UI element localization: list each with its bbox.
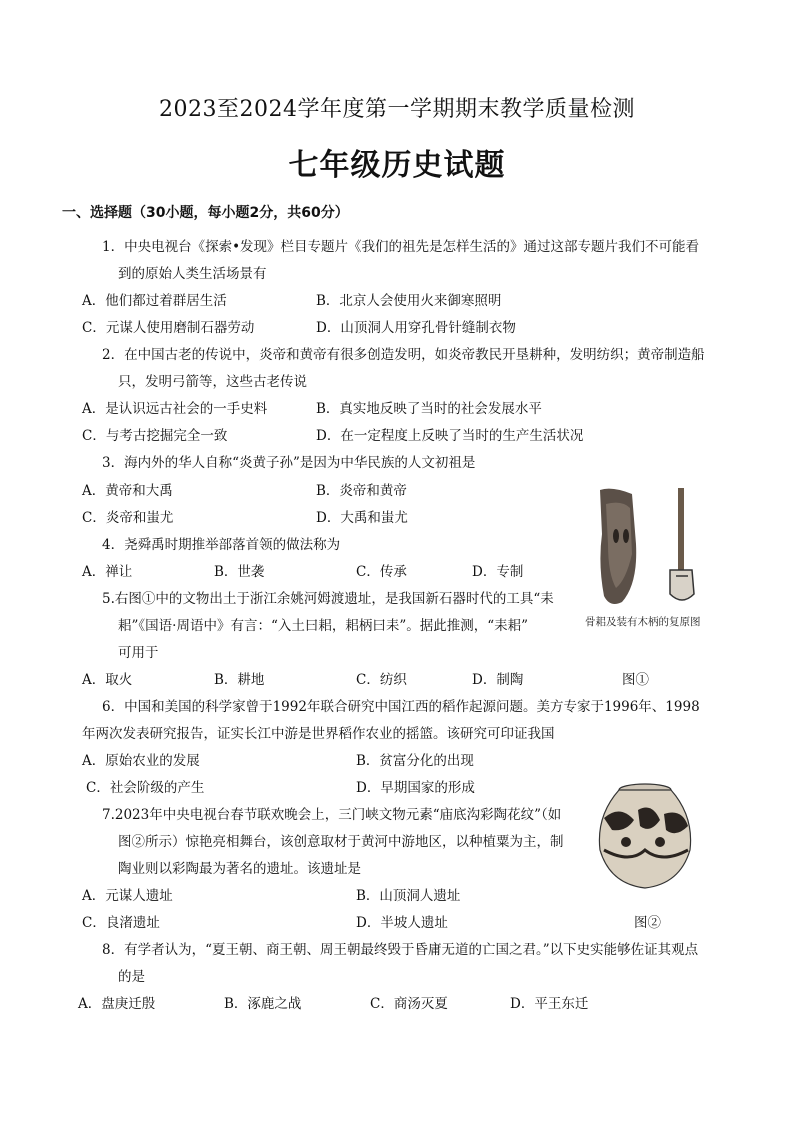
q7-option-a: A．元谋人遗址 [82, 888, 173, 904]
q3-option-b: B．炎帝和黄帝 [316, 483, 407, 499]
q2-option-c: C．与考古挖掘完全一致 [82, 428, 228, 444]
q7-stem-line1: 7.2023年中央电视台春节联欢晚会上，三门峡文物元素“庙底沟彩陶花纹”（如 [102, 807, 562, 823]
q7-stem-line2: 图②所示）惊艳亮相舞台，该创意取材于黄河中游地区，以种植粟为主，制 [118, 834, 564, 850]
q5-stem-line2: 耜”《国语·周语中》有言：“入土曰耜，耜柄曰耒”。据此推测，“耒耜” [118, 618, 529, 634]
q7-option-b: B．山顶洞人遗址 [356, 888, 461, 904]
painted-pottery-figure [590, 780, 700, 904]
q1-stem-line2: 到的原始人类生活场景有 [118, 266, 267, 282]
figure2-label: 图② [634, 915, 661, 931]
q1-option-b: B．北京人会使用火来御寒照明 [316, 293, 502, 309]
q5-option-a: A．取火 [82, 672, 133, 688]
q3-option-d: D．大禹和蚩尤 [316, 510, 408, 526]
q2-stem-line2: 只，发明弓箭等，这些古老传说 [118, 374, 307, 390]
q4-option-a: A．禅让 [82, 564, 133, 580]
exam-title: 2023至2024学年度第一学期期末教学质量检测 [159, 97, 635, 122]
q8-option-b: B．涿鹿之战 [224, 996, 302, 1012]
q4-option-b: B．世袭 [214, 564, 265, 580]
q7-option-c: C．良渚遗址 [82, 915, 160, 931]
q2-option-d: D．在一定程度上反映了当时的生产生活状况 [316, 428, 584, 444]
q6-option-c: C．社会阶级的产生 [86, 780, 205, 796]
q6-option-a: A．原始农业的发展 [82, 753, 200, 769]
q6-stem-line2: 年两次发表研究报告，证实长江中游是世界稻作农业的摇篮。该研究可印证我国 [82, 726, 555, 742]
q6-option-d: D．早期国家的形成 [356, 780, 475, 796]
q2-stem-line1: 2．在中国古老的传说中，炎帝和黄帝有很多创造发明，如炎帝教民开垦耕种，发明纺织；黄帝制造船 [102, 347, 705, 363]
q8-option-a: A．盘庚迁殷 [78, 996, 156, 1012]
q4-option-d: D．专制 [472, 564, 524, 580]
q6-option-b: B．贫富分化的出现 [356, 753, 474, 769]
q8-stem-line1: 8．有学者认为，“夏王朝、商王朝、周王朝最终毁于昏庸无道的亡国之君。”以下史实能够佐证其观点 [102, 942, 699, 958]
bone-spade-figure [592, 484, 710, 614]
q5-option-c: C．纺织 [356, 672, 407, 688]
section-heading: 一、选择题（30小题，每小题2分，共60分） [62, 205, 349, 221]
q2-option-b: B．真实地反映了当时的社会发展水平 [316, 401, 542, 417]
q2-option-a: A．是认识远古社会的一手史料 [82, 401, 268, 417]
q3-stem: 3．海内外的华人自称“炎黄子孙”是因为中华民族的人文初祖是 [102, 455, 476, 471]
q5-option-d: D．制陶 [472, 672, 524, 688]
q4-stem: 4．尧舜禹时期推举部落首领的做法称为 [102, 537, 341, 553]
q3-option-a: A．黄帝和大禹 [82, 483, 173, 499]
q5-option-b: B．耕地 [214, 672, 265, 688]
q5-stem-line3: 可用于 [118, 645, 159, 661]
q5-stem-line1: 5.右图①中的文物出土于浙江余姚河姆渡遗址，是我国新石器时代的工具“耒 [102, 591, 554, 607]
q1-stem-line1: 1．中央电视台《探索•发现》栏目专题片《我们的祖先是怎样生活的》通过这部专题片我们不可能看 [102, 239, 700, 255]
q7-stem-line3: 陶业则以彩陶最为著名的遗址。该遗址是 [118, 861, 361, 877]
q1-option-c: C．元谋人使用磨制石器劳动 [82, 320, 255, 336]
q6-stem-line1: 6．中国和美国的科学家曾于1992年联合研究中国江西的稻作起源问题。美方专家于1996年、1998 [102, 699, 700, 715]
q1-option-d: D．山顶洞人用穿孔骨针缝制衣物 [316, 320, 516, 336]
q3-option-c: C．炎帝和蚩尤 [82, 510, 174, 526]
q8-option-c: C．商汤灭夏 [370, 996, 448, 1012]
q7-option-d: D．半坡人遗址 [356, 915, 448, 931]
q1-option-a: A．他们都过着群居生活 [82, 293, 227, 309]
q4-option-c: C．传承 [356, 564, 407, 580]
figure1-caption: 骨耜及装有木柄的复原图 [585, 616, 701, 628]
q8-option-d: D．平王东迁 [510, 996, 589, 1012]
figure1-label: 图① [622, 672, 649, 688]
exam-subtitle: 七年级历史试题 [288, 148, 506, 183]
q8-stem-line2: 的是 [118, 969, 145, 985]
